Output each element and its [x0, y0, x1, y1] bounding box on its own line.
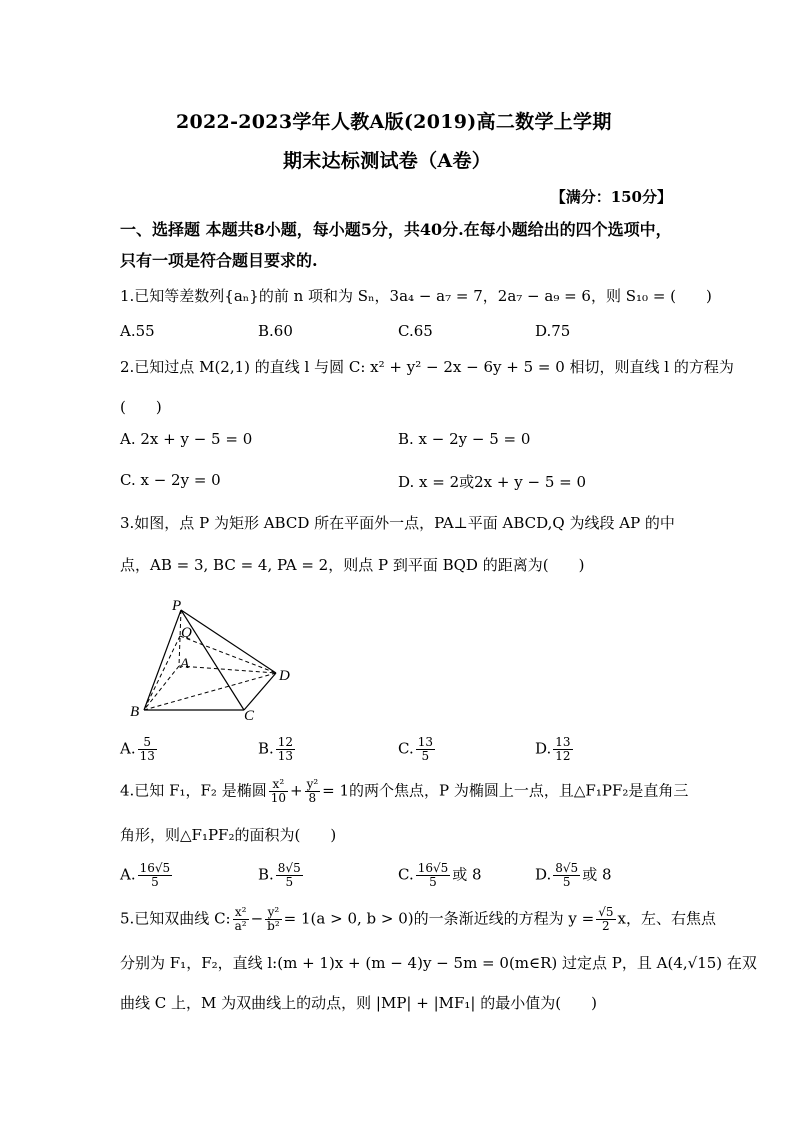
q3-option-d-num: 13: [555, 735, 571, 749]
question-3-line2: 点，AB = 3, BC = 4, PA = 2，则点 P 到平面 BQD 的距离为( ): [120, 556, 585, 574]
q4-option-a-label: A.: [120, 865, 136, 884]
section-heading-line1: 一、选择题 本题共8小题，每小题5分，共40分.在每小题给出的四个选项中，: [120, 220, 672, 239]
question-5-line3: 曲线 C 上，M 为双曲线上的动点，则 |MP| + |MF₁| 的最小值为( ): [120, 994, 597, 1012]
q4-post: = 1的两个焦点，P 为椭圆上一点，且△F₁PF₂是直角三: [322, 781, 689, 800]
q5-minus: −: [250, 909, 264, 928]
q5-hyp-term2: [265, 906, 282, 933]
q4-option-c-fraction: [416, 862, 451, 889]
q5-asym-num: √5: [598, 905, 614, 919]
question-2-text: 2.已知过点 M(2,1) 的直线 l 与圆 C: x² + y² − 2x − 6y + 5 = 0 相切，则直线 l 的方程为: [120, 358, 734, 376]
q4-option-d-den: 5: [562, 875, 571, 889]
q4-ellipse-term1: [269, 778, 288, 805]
q4-option-d-fraction: [553, 862, 580, 889]
q4-option-d: [535, 862, 612, 889]
q3-option-c-label: C.: [398, 739, 414, 758]
q3-option-c-fraction: [416, 736, 435, 763]
question-5-line2: 分别为 F₁，F₂，直线 l:(m + 1)x + (m − 4)y − 5m = 0(m∈R) 过定点 P，且 A(4,√15) 在双: [120, 954, 757, 972]
q5-hyp-num1: x²: [233, 906, 249, 920]
q4-option-b: [258, 862, 305, 889]
q4-pre: 4.已知 F₁，F₂ 是椭圆: [120, 781, 267, 800]
q4-option-b-fraction: [276, 862, 303, 889]
q3-option-a-num: 5: [138, 736, 157, 750]
q4-option-b-den: 5: [285, 875, 294, 889]
question-5-line1: [120, 906, 716, 933]
q4-option-a: [120, 862, 174, 889]
q2-option-c: C. x − 2y = 0: [120, 471, 221, 489]
q3-option-b: [258, 736, 297, 763]
q3-option-d-den: 12: [555, 749, 571, 763]
section-heading-line2: 只有一项是符合题目要求的.: [120, 251, 318, 270]
q5-hyp-den1: a²: [234, 919, 247, 933]
q4-option-a-den: 5: [151, 875, 159, 889]
q3-option-b-den: 13: [277, 749, 294, 763]
q5-hyp-term1: [233, 906, 249, 933]
question-4-line1: [120, 778, 688, 805]
q1-option-d: D.75: [535, 322, 571, 340]
question-3-line1: 3.如图，点 P 为矩形 ABCD 所在平面外一点，PA⊥平面 ABCD,Q 为线段 AP 的中: [120, 514, 675, 532]
q1-option-c: C.65: [398, 322, 433, 340]
q4-ellipse-den1: 10: [270, 791, 286, 805]
q2-option-b: B. x − 2y − 5 = 0: [398, 430, 531, 448]
q1-option-b: B.60: [258, 322, 293, 340]
pyramid-figure: [126, 596, 306, 726]
q4-option-c-den: 5: [429, 875, 437, 889]
q4-ellipse-den2: 8: [308, 791, 317, 805]
q4-option-d-num: 8√5: [555, 861, 579, 875]
q3-option-c: [398, 736, 437, 763]
q3-option-a: [120, 736, 159, 763]
label-A: A: [180, 656, 190, 672]
q5-hyp-num2: y²: [265, 906, 282, 920]
q4-option-b-num: 8√5: [277, 861, 301, 875]
q4-option-b-label: B.: [258, 865, 274, 884]
q3-option-d-label: D.: [535, 739, 552, 758]
q2-option-d: D. x = 2或2x + y − 5 = 0: [398, 473, 587, 491]
q3-option-a-den: 13: [139, 749, 155, 763]
q5-hyp-den2: b²: [267, 919, 280, 933]
q4-ellipse-num2: y²: [306, 777, 319, 791]
q5-post: x，左、右焦点: [617, 909, 716, 928]
page-title-line1: 2022-2023学年人教A版(2019)高二数学上学期: [176, 111, 612, 133]
q3-option-d-fraction: [553, 736, 572, 763]
q5-asymptote-fraction: [596, 906, 615, 933]
q3-option-b-label: B.: [258, 739, 274, 758]
question-2-blank: ( ): [120, 398, 162, 416]
page-title-line2: 期末达标测试卷（A卷）: [283, 150, 492, 172]
q2-option-a: A. 2x + y − 5 = 0: [120, 430, 253, 448]
q4-option-c-label: C.: [398, 865, 414, 884]
q4-option-a-fraction: [138, 862, 173, 889]
q4-plus: +: [289, 781, 303, 800]
q4-option-c-suffix: 或 8: [452, 865, 482, 884]
q3-option-a-label: A.: [120, 739, 136, 758]
q5-mid: = 1(a > 0, b > 0)的一条渐近线的方程为 y =: [283, 909, 595, 928]
question-1-text: 1.已知等差数列{aₙ}的前 n 项和为 Sₙ，3a₄ − a₇ = 7，2a₇ − a₉ = 6，则 S₁₀ = ( ): [120, 287, 712, 305]
label-P: P: [172, 598, 182, 614]
q3-option-d: [535, 736, 575, 763]
q4-option-c-num: 16√5: [417, 861, 449, 875]
q4-option-c: [398, 862, 482, 889]
label-D: D: [279, 668, 290, 684]
q5-asym-den: 2: [602, 919, 610, 933]
question-4-line2: 角形，则△F₁PF₂的面积为( ): [120, 826, 337, 844]
q4-ellipse-term2: [305, 778, 321, 805]
label-Q: Q: [181, 625, 192, 641]
label-C: C: [244, 708, 255, 724]
q4-ellipse-num1: x²: [269, 778, 288, 792]
q3-option-b-fraction: [276, 736, 295, 763]
q1-option-a: A.55: [120, 322, 155, 340]
score-label: 【满分：150分】: [550, 188, 672, 206]
label-B: B: [130, 704, 140, 720]
q4-option-d-suffix: 或 8: [582, 865, 612, 884]
q3-option-c-num: 13: [417, 735, 433, 749]
q3-option-c-den: 5: [421, 749, 430, 763]
q4-option-d-label: D.: [535, 865, 552, 884]
q3-option-a-fraction: [138, 736, 157, 763]
q5-pre: 5.已知双曲线 C:: [120, 909, 231, 928]
q3-option-b-num: 12: [277, 735, 294, 749]
q4-option-a-num: 16√5: [139, 861, 171, 875]
